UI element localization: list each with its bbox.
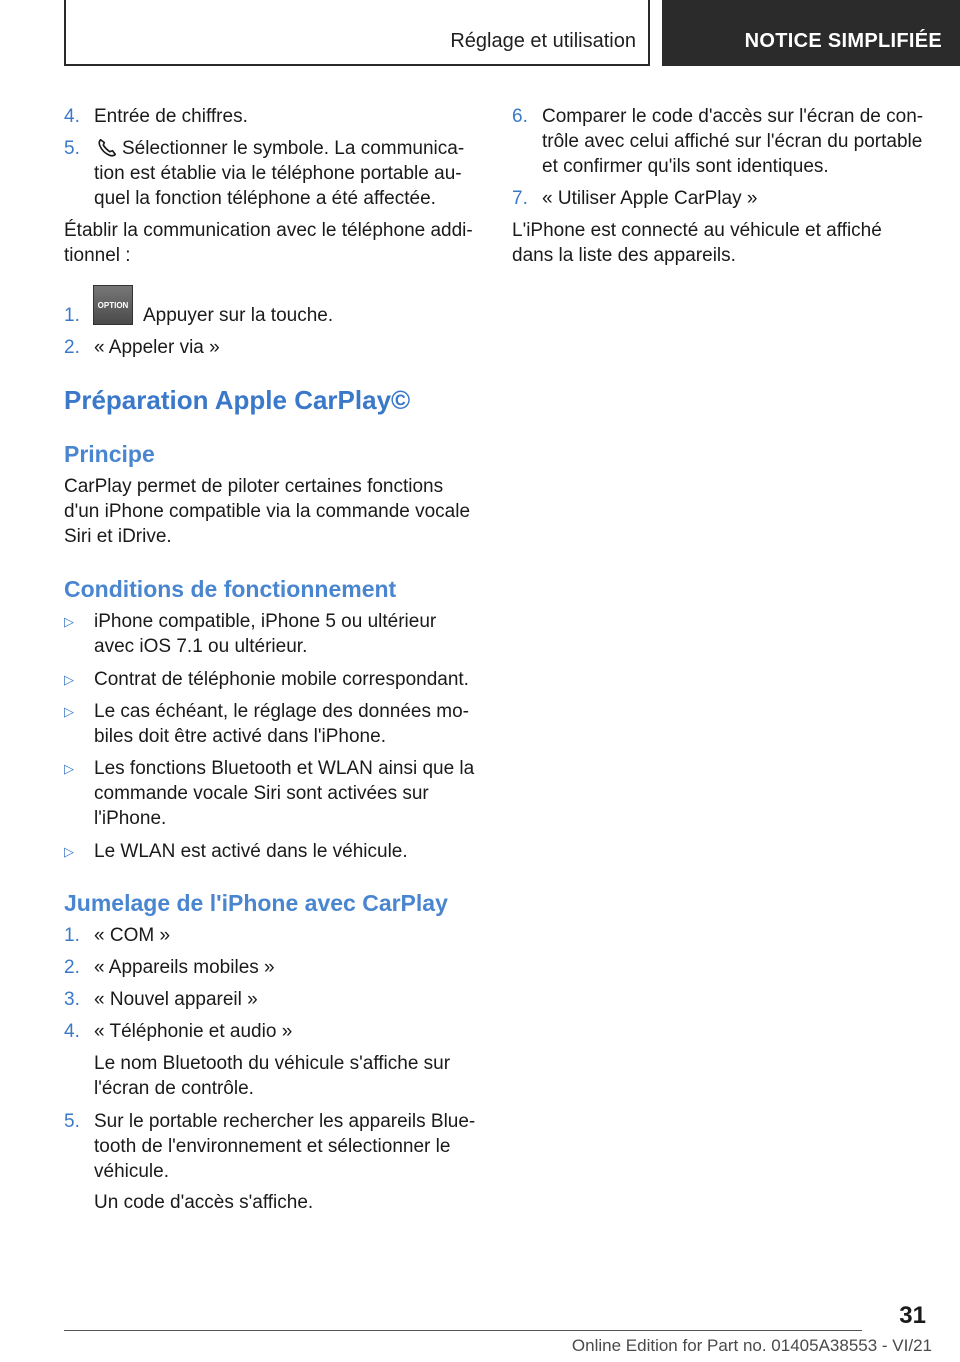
list-item: Contrat de téléphonie mobile correspondant. <box>94 669 469 690</box>
list-item: iPhone compatible, iPhone 5 ou ultérieur <box>94 611 437 632</box>
option-icon-label: OPTION <box>97 301 129 310</box>
step-number: 5. <box>64 138 80 159</box>
subsection-heading: Principe <box>64 441 155 467</box>
footer-edition: Online Edition for Part no. 01405A38553 - VI/21 <box>571 1336 932 1355</box>
step-number: 3. <box>64 989 80 1010</box>
subsection-heading: Jumelage de l'iPhone avec CarPlay <box>64 890 448 916</box>
header-bottom-rule <box>64 64 650 66</box>
step-number: 6. <box>512 106 528 127</box>
paragraph: d'un iPhone compatible via la commande vocale <box>64 501 471 522</box>
bullet-icon: ▷ <box>64 761 74 776</box>
bullet-icon: ▷ <box>64 672 74 687</box>
step-text: véhicule. <box>94 1161 169 1182</box>
header-left-rule <box>64 0 66 66</box>
step-number: 4. <box>64 106 80 127</box>
bullet-icon: ▷ <box>64 844 74 859</box>
step-number: 1. <box>64 925 80 946</box>
paragraph: L'iPhone est connecté au véhicule et affiché <box>512 220 882 241</box>
step-number: 7. <box>512 188 528 209</box>
step-note: l'écran de contrôle. <box>94 1078 254 1099</box>
step-text: Sur le portable rechercher les appareils Blue- <box>94 1111 476 1132</box>
paragraph: Siri et iDrive. <box>64 526 172 547</box>
step-text: « Nouvel appareil » <box>94 989 258 1010</box>
step-text: quel la fonction téléphone a été affectée. <box>94 188 436 209</box>
paragraph: Établir la communication avec le téléphone addi- <box>64 220 473 241</box>
step-text: et confirmer qu'ils sont identiques. <box>542 156 829 177</box>
list-item: Le cas échéant, le réglage des données mo- <box>94 701 469 722</box>
step-number: 1. <box>64 305 80 326</box>
list-item: Le WLAN est activé dans le véhicule. <box>94 841 408 862</box>
step-number: 2. <box>64 957 80 978</box>
step-text: « Appareils mobiles » <box>94 957 275 978</box>
paragraph: dans la liste des appareils. <box>512 245 736 266</box>
option-button-icon <box>93 285 133 325</box>
header-right-rule <box>648 0 650 66</box>
list-item: biles doit être activé dans l'iPhone. <box>94 726 386 747</box>
step-text: « Utiliser Apple CarPlay » <box>542 188 758 209</box>
bullet-icon: ▷ <box>64 614 74 629</box>
list-item: commande vocale Siri sont activées sur <box>94 783 429 804</box>
page-number: 31 <box>899 1302 926 1329</box>
step-number: 4. <box>64 1021 80 1042</box>
header-label: NOTICE SIMPLIFIÉE <box>744 30 942 52</box>
step-text: trôle avec celui affiché sur l'écran du portable <box>542 131 923 152</box>
step-text: tion est établie via le téléphone portable au- <box>94 163 462 184</box>
step-number: 5. <box>64 1111 80 1132</box>
step-text: tooth de l'environnement et sélectionner le <box>94 1136 451 1157</box>
footer-rule <box>64 1330 862 1331</box>
step-text: Comparer le code d'accès sur l'écran de con- <box>542 106 924 127</box>
step-text: « COM » <box>94 925 171 946</box>
bullet-icon: ▷ <box>64 704 74 719</box>
step-text: Entrée de chiffres. <box>94 106 248 127</box>
step-number: 2. <box>64 337 80 358</box>
step-text: « Téléphonie et audio » <box>94 1021 293 1042</box>
step-text: Appuyer sur la touche. <box>143 305 334 326</box>
subsection-heading: Conditions de fonctionnement <box>64 576 397 602</box>
header-section-title: Réglage et utilisation <box>450 30 636 52</box>
list-item: l'iPhone. <box>94 808 167 829</box>
paragraph: CarPlay permet de piloter certaines fonctions <box>64 476 444 497</box>
step-note: Un code d'accès s'affiche. <box>94 1192 314 1213</box>
phone-icon <box>96 137 118 159</box>
list-item: Les fonctions Bluetooth et WLAN ainsi que la <box>94 758 475 779</box>
step-text: « Appeler via » <box>94 337 220 358</box>
step-note: Le nom Bluetooth du véhicule s'affiche sur <box>94 1053 451 1074</box>
paragraph: tionnel : <box>64 245 131 266</box>
section-title: Préparation Apple CarPlay© <box>64 385 411 415</box>
list-item: avec iOS 7.1 ou ultérieur. <box>94 636 308 657</box>
step-text: Sélectionner le symbole. La communica- <box>122 138 465 159</box>
